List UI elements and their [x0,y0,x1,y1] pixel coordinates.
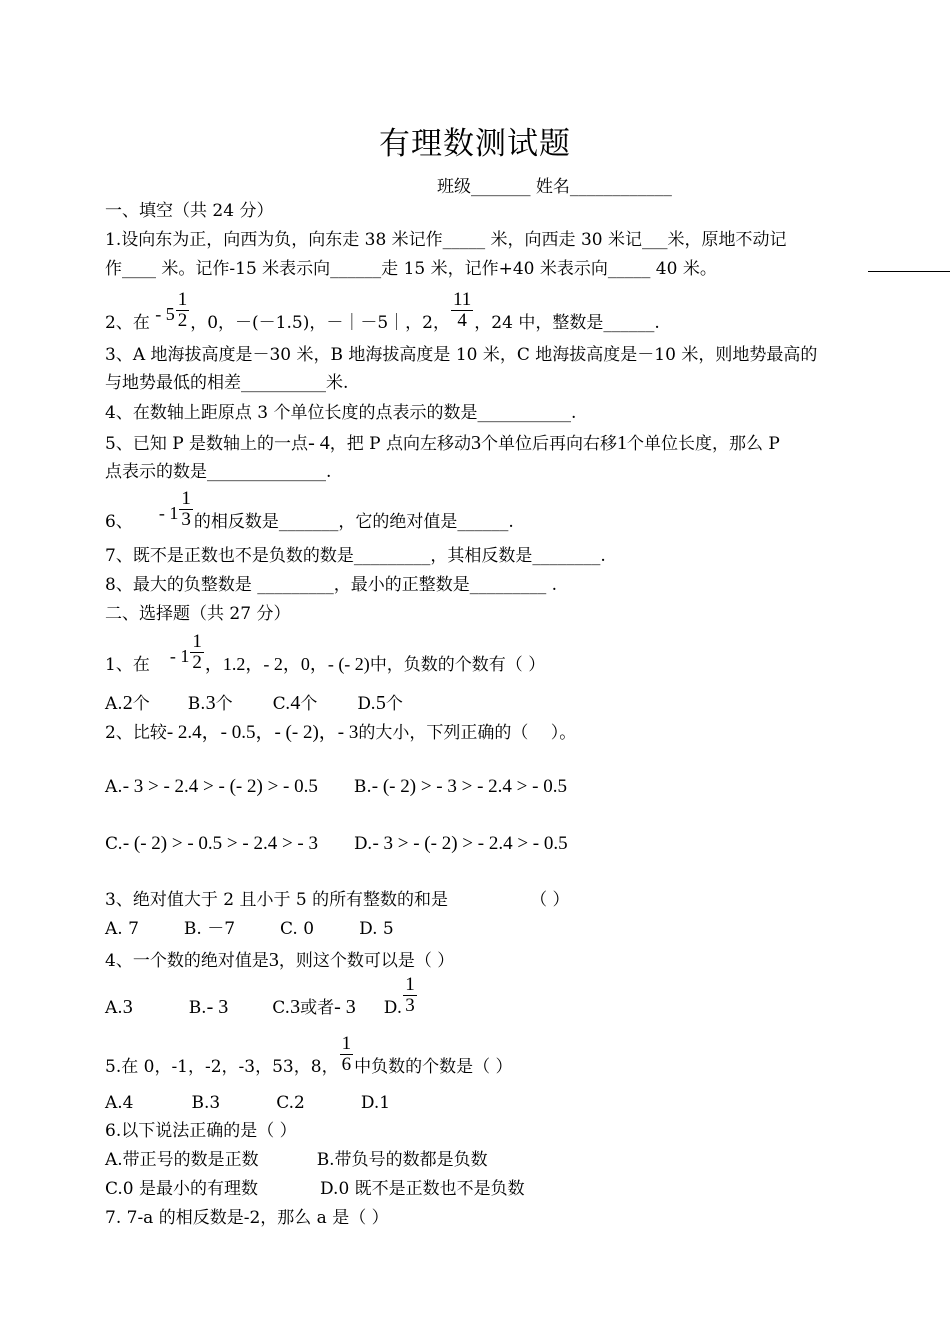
c2-values: - 2.4，- 0.5，- (- 2)，- 3 [166,722,359,743]
q5-line2: 点表示的数是______________. [105,462,332,482]
q6-den: 3 [181,509,191,530]
section-fill-blank: 一、填空（共 24 分） [105,201,274,221]
q2-f1-num: 1 [177,289,188,310]
c6-option-d: D.0 既不是正数也不是负数 [320,1179,525,1199]
c2-option-b-label: B. [353,777,372,797]
c3-option-d: D. 5 [359,919,394,939]
c4-option-a: A. [105,998,123,1018]
c1-den: 2 [192,652,202,673]
c1-option-a: A. [105,694,123,714]
q5-mid2: 个单位后再向右移 [480,434,617,454]
q1-line2: 作____ 米。记作-15 米表示向______走 15 米，记作+40 米表示向_____ 40 米。 [105,259,717,279]
q6-fraction [179,489,193,530]
c6-option-c: C.0 是最小的有理数 [105,1179,259,1199]
c4-option-c: C. [272,998,291,1018]
q2-mid: ，0，－(－1.5)，－｜－5｜，2， [190,313,450,333]
q5-value-1: - 4 [308,432,330,454]
c4-options [105,975,418,1034]
c2-option-b: - (- 2) > - 3 > - 2.4 > - 0.5 [371,776,567,797]
c1-option-b: B. [187,694,206,714]
c2-option-d: - 3 > - (- 2) > - 2.4 > - 0.5 [372,833,568,854]
q5-value-2: 3 [470,432,481,454]
c3-line [105,889,569,911]
c1-options [105,692,403,715]
c3-options [105,918,394,940]
c2-option-a: - 3 > - 2.4 > - (- 2) > - 0.5 [122,776,318,797]
c6-option-b: B.带负号的数都是负数 [316,1150,488,1170]
c2-option-c: - (- 2) > - 0.5 > - 2.4 > - 3 [122,833,318,854]
c2-line [105,722,576,744]
c6-option-a: A.带正号的数是正数 [105,1150,259,1170]
q8-line: 8、最大的负整数是 _________，最小的正整数是_________ . [105,575,558,595]
q5-line1 [105,432,780,455]
c5-option-c: C.2 [276,1093,305,1113]
c5-options [105,1092,390,1114]
c4-option-c-value2: - 3 [334,996,356,1018]
c4-option-b: B. [188,998,207,1018]
c1-option-d-value: 5 [375,692,386,714]
c4-option-d-fraction [403,975,417,1016]
c7-line: 7. 7-a 的相反数是-2，那么 a 是（ ） [105,1208,389,1228]
c5-option-b: B.3 [191,1093,221,1113]
page-title: 有理数测试题 [379,126,571,162]
c5-num: 1 [341,1033,352,1054]
q5-mid1: ，把 P 点向左移动 [329,434,471,454]
c1-option-d-unit: 个 [385,694,403,714]
q2-fraction-1 [176,290,190,331]
q7-line: 7、既不是正数也不是负数的数是_________，其相反数是________. [105,546,606,566]
q3-line1: 3、A 地海拔高度是－30 米，B 地海拔高度是 10 米，C 地海拔高度是－10 米，则地势最高的 [105,345,818,365]
class-name-line: 班级_______ 姓名____________ [437,177,672,197]
c4-option-c-value1: 3 [290,996,301,1018]
q6-fraction-whole: - 1 [158,503,179,523]
c5-den: 6 [341,1054,352,1075]
q2-fraction-whole: - 5 [155,304,175,324]
q1-line1: 1.设向东为正，向西为负，向东走 38 米记作_____ 米，向西走 30 米记___米，原地不动记 [105,230,787,250]
c4-option-d-num: 1 [405,974,415,995]
q3-line2: 与地势最低的相差__________米. [105,373,349,393]
c6-options-cd [105,1178,525,1200]
c4-option-c-mid: 或者 [300,998,335,1018]
q4-line: 4、在数轴上距原点 3 个单位长度的点表示的数是___________. [105,403,577,423]
q6-post: 的相反数是_______，它的绝对值是______. [193,512,514,532]
c1-values: ，1.2，- 2，0，- (- 2) [204,654,370,674]
q5-post: 个单位长度，那么 P [626,434,780,454]
c2-option-c-label: C. [105,834,123,854]
c1-post: 中，负数的个数有（ ） [369,655,546,675]
q2-post: ，24 中，整数是______. [474,313,660,333]
c2-options-cd [105,833,568,855]
c4-option-a-value: 3 [122,996,133,1018]
c1-option-c: C. [272,694,291,714]
c3-text: 3、绝对值大于 2 且小于 5 的所有整数的和是 [105,890,449,910]
c3-paren: （ ） [530,890,570,910]
q6-line [105,487,514,548]
q2-f2-den: 4 [457,310,467,331]
c4-value: 3 [268,949,279,971]
c1-option-c-unit: 个 [300,694,318,714]
q2-pre: 2、在 [105,313,150,333]
c5-post: 中负数的个数是（ ） [354,1057,513,1077]
c1-pre: 1、在 [105,655,150,675]
c5-pre: 5.在 0，-1，-2，-3，53，8， [105,1057,339,1077]
c6-options-ab [105,1149,488,1171]
answer-blank-line [868,271,950,272]
c1-option-b-value: 3 [205,692,216,714]
c1-option-a-unit: 个 [132,694,150,714]
c5-line [105,1034,512,1093]
q2-line [105,288,660,349]
c2-option-a-label: A. [105,777,123,797]
c5-fraction [340,1034,354,1075]
c6-line: 6.以下说法正确的是（ ） [105,1121,297,1141]
c2-options-ab [105,776,567,798]
c1-fraction [190,632,204,673]
q6-pre: 6、 [105,512,133,532]
c1-option-b-unit: 个 [215,694,233,714]
c2-pre: 2、比较 [105,723,167,743]
c3-option-c: C. 0 [280,919,315,939]
q2-fraction-2 [451,290,473,331]
c3-option-a: A. 7 [105,919,139,939]
c1-line [105,630,545,691]
q5-value-3: 1 [616,432,627,454]
c4-pre: 4、一个数的绝对值是 [105,951,269,971]
c4-line [105,949,454,972]
c1-option-a-value: 2 [122,692,133,714]
c1-num: 1 [192,631,202,652]
c1-fraction-whole: - 1 [169,646,190,666]
section-choice: 二、选择题（共 27 分） [105,604,291,624]
c5-option-d: D.1 [360,1093,391,1113]
c5-option-a: A.4 [105,1093,134,1113]
c1-option-d: D. [357,694,376,714]
c3-option-b: B. －7 [183,919,236,939]
c4-option-b-value: - 3 [206,996,229,1018]
q2-f2-num: 11 [452,289,472,310]
c2-option-d-label: D. [354,834,373,854]
q5-pre: 5、已知 P 是数轴上的一点 [105,434,309,454]
c4-option-d: D. [383,998,403,1018]
q2-f1-den: 2 [177,310,188,331]
c2-post: 的大小，下列正确的（ ）。 [358,723,577,743]
q6-num: 1 [181,488,191,509]
c1-option-c-value: 4 [290,692,301,714]
c4-post: ，则这个数可以是（ ） [278,951,455,971]
c4-option-d-den: 3 [405,995,415,1016]
